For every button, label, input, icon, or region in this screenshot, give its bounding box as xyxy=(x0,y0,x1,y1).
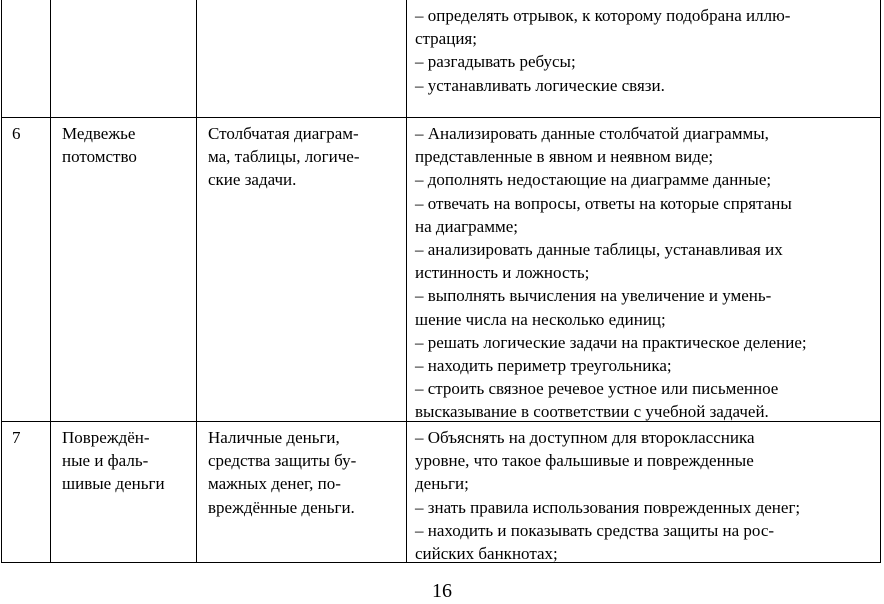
table-right-border xyxy=(880,0,881,562)
page-number: 16 xyxy=(432,580,452,602)
row-divider xyxy=(1,117,881,118)
column-divider xyxy=(196,0,197,562)
text-line: шение числа на несколько единиц; xyxy=(415,309,666,329)
column-divider xyxy=(50,0,51,562)
row-number-cell xyxy=(12,122,21,145)
text-line: ские задачи. xyxy=(208,170,297,190)
text-line: высказывание в соответствии с учебной задачей. xyxy=(415,402,769,422)
text-line: – решать логические задачи на практическое деление; xyxy=(415,332,807,352)
column-divider xyxy=(406,0,407,562)
text-line: – находить и показывать средства защиты на рос- xyxy=(415,520,775,540)
topic-cell xyxy=(62,426,165,496)
row-number: 6 xyxy=(12,124,21,143)
text-line: – выполнять вычисления на увеличение и умень- xyxy=(415,286,772,306)
text-line: средства защиты бу- xyxy=(208,451,357,471)
text-line: на диаграмме; xyxy=(415,216,518,236)
text-line: – строить связное речевое устное или письменное xyxy=(415,379,779,399)
text-line: истинность и ложность; xyxy=(415,263,590,283)
text-line: шивые деньги xyxy=(62,474,165,494)
text-line: Повреждён- xyxy=(62,428,150,447)
text-line: – дополнять недостающие на диаграмме данные; xyxy=(415,170,772,190)
text-line: Наличные деньги, xyxy=(208,428,340,447)
topic-cell xyxy=(62,122,137,168)
text-line: – находить периметр треугольника; xyxy=(415,356,672,376)
curriculum-table xyxy=(1,0,881,562)
text-line: страция; xyxy=(415,29,477,49)
text-line: ные и фаль- xyxy=(62,451,149,471)
skills-cell xyxy=(415,122,807,424)
content-cell xyxy=(208,426,356,519)
row-number: 7 xyxy=(12,428,21,447)
text-line: – устанавливать логические связи. xyxy=(415,75,665,95)
content-cell xyxy=(208,122,360,192)
text-line: потомство xyxy=(62,147,137,167)
text-line: – знать правила использования поврежденных денег; xyxy=(415,497,801,517)
table-left-border xyxy=(1,0,2,562)
text-line: – разгадывать ребусы; xyxy=(415,52,576,72)
skills-cell xyxy=(415,426,800,565)
text-line: уровне, что такое фальшивые и поврежденные xyxy=(415,451,754,471)
text-line: Медвежье xyxy=(62,124,136,143)
text-line: мажных денег, по- xyxy=(208,474,341,494)
text-line: деньги; xyxy=(415,474,469,494)
text-line: – Анализировать данные столбчатой диаграммы, xyxy=(415,124,769,143)
text-line: – Объяснять на доступном для второклассника xyxy=(415,428,755,447)
text-line: Столбчатая диаграм- xyxy=(208,124,359,143)
row-number-cell xyxy=(12,426,21,449)
text-line: представленные в явном и неявном виде; xyxy=(415,147,714,167)
text-line: – отвечать на вопросы, ответы на которые спрятаны xyxy=(415,193,792,213)
text-line: ма, таблицы, логиче- xyxy=(208,147,360,167)
text-line: вреждённые деньги. xyxy=(208,497,355,517)
text-line: – определять отрывок, к которому подобрана иллю- xyxy=(415,6,791,25)
text-line: сийских банкнотах; xyxy=(415,544,558,564)
skills-cell xyxy=(415,4,790,97)
text-line: – анализировать данные таблицы, устанавливая их xyxy=(415,240,783,260)
